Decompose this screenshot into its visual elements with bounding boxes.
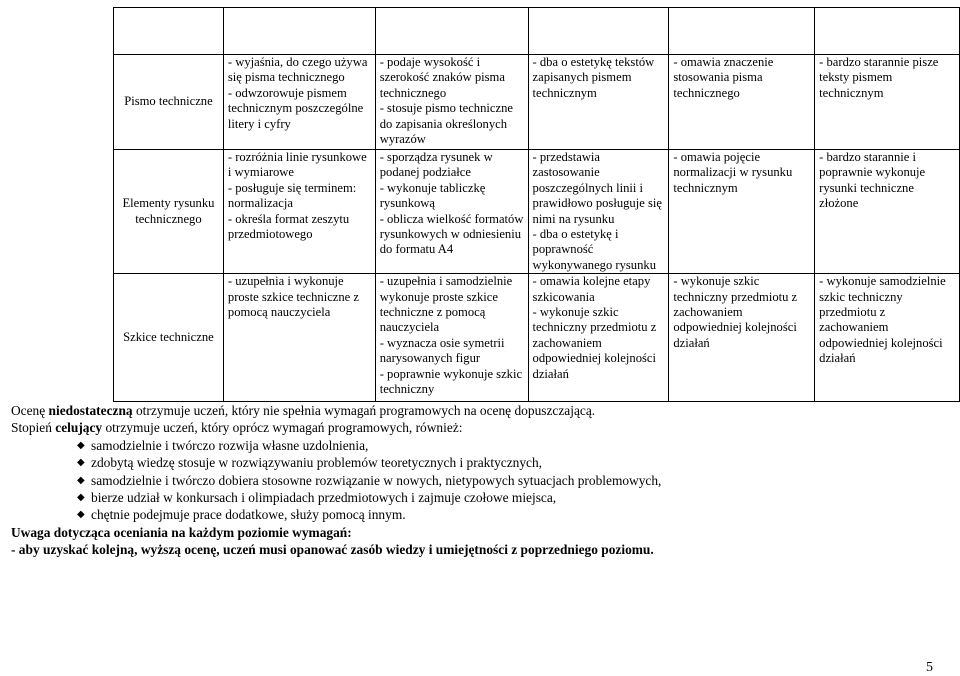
- row-label: Elementy rysunku technicznego: [114, 150, 224, 274]
- table-cell: - podaje wysokość i szerokość znaków pisma technicznego - stosuje pismo techniczne do zapisania określonych wyrazów: [375, 55, 528, 150]
- page-number: 5: [926, 660, 933, 675]
- table-cell: - omawia znaczenie stosowania pisma technicznego: [669, 55, 815, 150]
- grading-notes: [11, 402, 951, 559]
- table-row: [114, 150, 960, 274]
- diamond-bullet-icon: ◆: [77, 457, 85, 469]
- list-item: ◆ zdobytą wiedzę stosuje w rozwiązywaniu problemów teoretycznych i praktycznych,: [77, 455, 543, 471]
- note-excellent-grade: Stopień celujący otrzymuje uczeń, który oprócz wymagań programowych, również:: [11, 420, 463, 436]
- requirements-table: [113, 7, 960, 402]
- table-cell: - rozróżnia linie rysunkowe i wymiarowe - posługuje się terminem: normalizacja - określa format zeszytu przedmiotowego: [223, 150, 375, 274]
- list-item: ◆ samodzielnie i twórczo dobiera stosowne rozwiązanie w nowych, nietypowych sytuacjach problemowych,: [77, 472, 662, 488]
- uwaga-text: - aby uzyskać kolejną, wyższą ocenę, uczeń musi opanować zasób wiedzy i umiejętności z poprzedniego poziomu.: [11, 542, 654, 558]
- table-row: [114, 274, 960, 402]
- row-label: Szkice techniczne: [114, 274, 224, 402]
- table-cell: - wykonuje szkic techniczny przedmiotu z zachowaniem odpowiedniej kolejności działań: [669, 274, 815, 402]
- diamond-bullet-icon: ◆: [77, 492, 85, 504]
- uwaga-title: Uwaga dotycząca oceniania na każdym poziomie wymagań:: [11, 524, 352, 540]
- table-cell: - wyjaśnia, do czego używa się pisma technicznego - odwzorowuje pismem technicznym poszczególne litery i cyfry: [223, 55, 375, 150]
- table-cell: - uzupełnia i wykonuje proste szkice techniczne z pomocą nauczyciela: [223, 274, 375, 402]
- row-label: Pismo techniczne: [114, 55, 224, 150]
- table-cell: - sporządza rysunek w podanej podziałce - wykonuje tabliczkę rysunkową - oblicza wielkość formatów rysunkowych w odniesieniu do formatu A4: [375, 150, 528, 274]
- excellent-criteria-list: [11, 437, 951, 524]
- table-cell: - omawia pojęcie normalizacji w rysunku technicznym: [669, 150, 815, 274]
- note-failing-grade: Ocenę niedostateczną otrzymuje uczeń, który nie spełnia wymagań programowych na ocenę dopuszczającą.: [11, 403, 596, 418]
- diamond-bullet-icon: ◆: [77, 509, 85, 521]
- table-cell: - wykonuje samodzielnie szkic techniczny przedmiotu z zachowaniem odpowiedniej kolejności działań: [815, 274, 960, 402]
- diamond-bullet-icon: ◆: [77, 474, 85, 486]
- diamond-bullet-icon: ◆: [77, 439, 85, 451]
- list-item: ◆ chętnie podejmuje prace dodatkowe, służy pomocą innym.: [77, 507, 406, 523]
- table-header-strip: [114, 8, 960, 55]
- table-cell: - przedstawia zastosowanie poszczególnych linii i prawidłowo posługuje się nimi na rysunku - dba o estetykę i poprawność wykonywanego rysunku: [528, 150, 669, 274]
- list-item: ◆ bierze udział w konkursach i olimpiadach przedmiotowych i zajmuje czołowe miejsca,: [77, 490, 557, 506]
- table-row: [114, 55, 960, 150]
- list-item: ◆ samodzielnie i twórczo rozwija własne uzdolnienia,: [77, 437, 369, 453]
- table-cell: - bardzo starannie pisze teksty pismem technicznym: [815, 55, 960, 150]
- table-cell: - uzupełnia i samodzielnie wykonuje proste szkice techniczne z pomocą nauczyciela - wyznacza osie symetrii narysowanych figur - poprawnie wykonuje szkic techniczny: [375, 274, 528, 402]
- table-cell: - dba o estetykę tekstów zapisanych pismem technicznym: [528, 55, 669, 150]
- table-cell: - bardzo starannie i poprawnie wykonuje rysunki techniczne złożone: [815, 150, 960, 274]
- table-cell: - omawia kolejne etapy szkicowania - wykonuje szkic techniczny przedmiotu z zachowaniem odpowiedniej kolejności działań: [528, 274, 669, 402]
